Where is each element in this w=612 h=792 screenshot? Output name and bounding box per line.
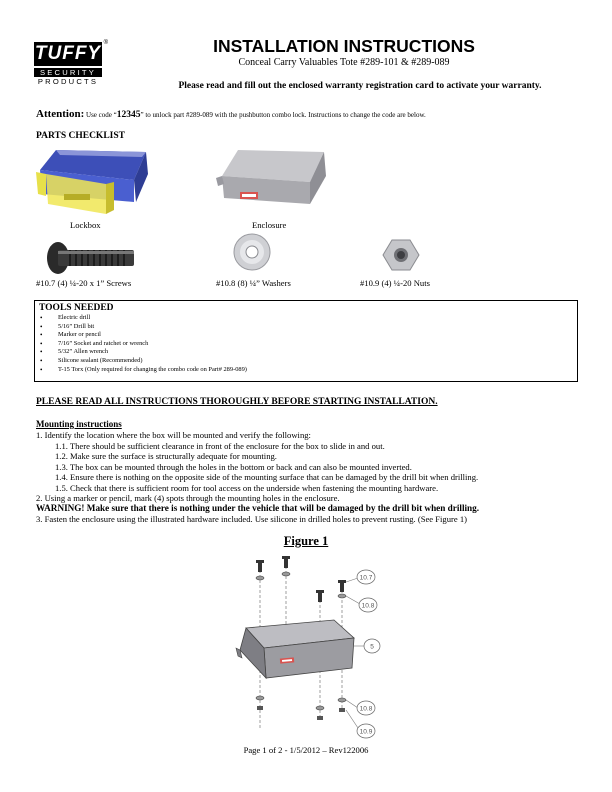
callout-label: 10.8 — [359, 705, 373, 713]
enclosure-image — [214, 142, 332, 216]
lockbox-image — [34, 144, 152, 218]
tools-list — [39, 314, 577, 374]
washer-image — [232, 232, 272, 272]
parts-caption-lockbox: Lockbox — [70, 220, 101, 230]
attention-pre: Use code “ — [84, 111, 117, 119]
figure-1-diagram — [220, 550, 400, 740]
screw-image — [46, 240, 138, 276]
step-3: 3. Fasten the enclosure using the illustrated hardware included. Use silicone in drilled holes to prevent rusting. (See Figure 1) — [36, 514, 468, 524]
callout-label: 10.7 — [359, 574, 373, 582]
step-1-2: 1.2. Make sure the surface is structurally adequate for mounting. — [55, 451, 277, 461]
list-item: • Silicone sealant (Recommended) — [39, 357, 577, 366]
logo-wordmark: TUFFY — [34, 43, 102, 64]
step-1-3: 1.3. The box can be mounted through the holes in the bottom or back and can also be mounted inverted. — [55, 461, 412, 472]
step-2: 2. Using a marker or pencil, mark (4) spots through the mounting holes in the enclosure. — [36, 493, 340, 503]
callout-label: 5 — [370, 643, 374, 651]
step-1-1: 1.1. There should be sufficient clearance in front of the enclosure for the box to slide in and out. — [55, 440, 385, 451]
attention-line — [36, 108, 426, 120]
list-item: • 5/16” Drill bit — [39, 323, 577, 332]
tuffy-logo — [34, 40, 108, 86]
list-item: • 7/16” Socket and ratchet or wrench — [39, 340, 577, 349]
step-1-5: 1.5. Check that there is sufficient room for tool access on the underside when fastening the mounting hardware. — [55, 482, 439, 493]
tools-needed-box — [34, 300, 578, 382]
nut-image — [382, 238, 420, 272]
step-1: 1. Identify the location where the box will be mounted and verify the following: — [36, 430, 311, 440]
callout-label: 10.9 — [359, 728, 373, 736]
warranty-note: Please read and fill out the enclosed warranty registration card to activate your warranty. — [178, 81, 542, 91]
attention-post: ” to unlock part #289-089 with the pushbutton combo lock. Instructions to change the code are below. — [140, 111, 426, 119]
parts-caption-nuts: #10.9 (4) ¼-20 Nuts — [360, 278, 430, 288]
mounting-heading: Mounting instructions — [36, 419, 122, 429]
logo-products: PRODUCTS — [37, 77, 99, 86]
step-1-4: 1.4. Ensure there is nothing on the opposite side of the mounting surface that can be damaged by the drill bit when drilling. — [55, 472, 479, 482]
page-subtitle: Conceal Carry Valuables Tote #289-101 & #289-089 — [238, 57, 450, 68]
list-item: • 5/32” Allen wrench — [39, 348, 577, 357]
figure-title: Figure 1 — [283, 534, 329, 548]
callout-label: 10.8 — [361, 602, 375, 610]
parts-caption-enclosure: Enclosure — [252, 220, 287, 230]
parts-caption-screws: #10.7 (4) ¼-20 x 1” Screws — [36, 278, 132, 288]
list-item: • T-15 Torx (Only required for changing the combo code on Part# 289-089) — [39, 366, 577, 375]
page-footer: Page 1 of 2 - 1/5/2012 – Rev122006 — [243, 745, 369, 755]
attention-label: Attention: — [36, 108, 85, 120]
tools-heading: TOOLS NEEDED — [39, 303, 114, 313]
unlock-code: 12345 — [116, 110, 141, 120]
list-item: • Electric drill — [39, 314, 577, 323]
list-item: • Marker or pencil — [39, 331, 577, 340]
page-title: INSTALLATION INSTRUCTIONS — [213, 36, 475, 56]
parts-checklist-heading: PARTS CHECKLIST — [36, 131, 125, 141]
parts-caption-washers: #10.8 (8) ¼” Washers — [216, 278, 291, 288]
drilling-warning: WARNING! Make sure that there is nothing under the vehicle that will be damaged by the drill bit when drilling. — [36, 503, 480, 513]
read-all-warning: PLEASE READ ALL INSTRUCTIONS THOROUGHLY BEFORE STARTING INSTALLATION. — [36, 397, 438, 407]
logo-security: SECURITY — [34, 68, 102, 77]
registered-mark: ® — [103, 40, 108, 46]
